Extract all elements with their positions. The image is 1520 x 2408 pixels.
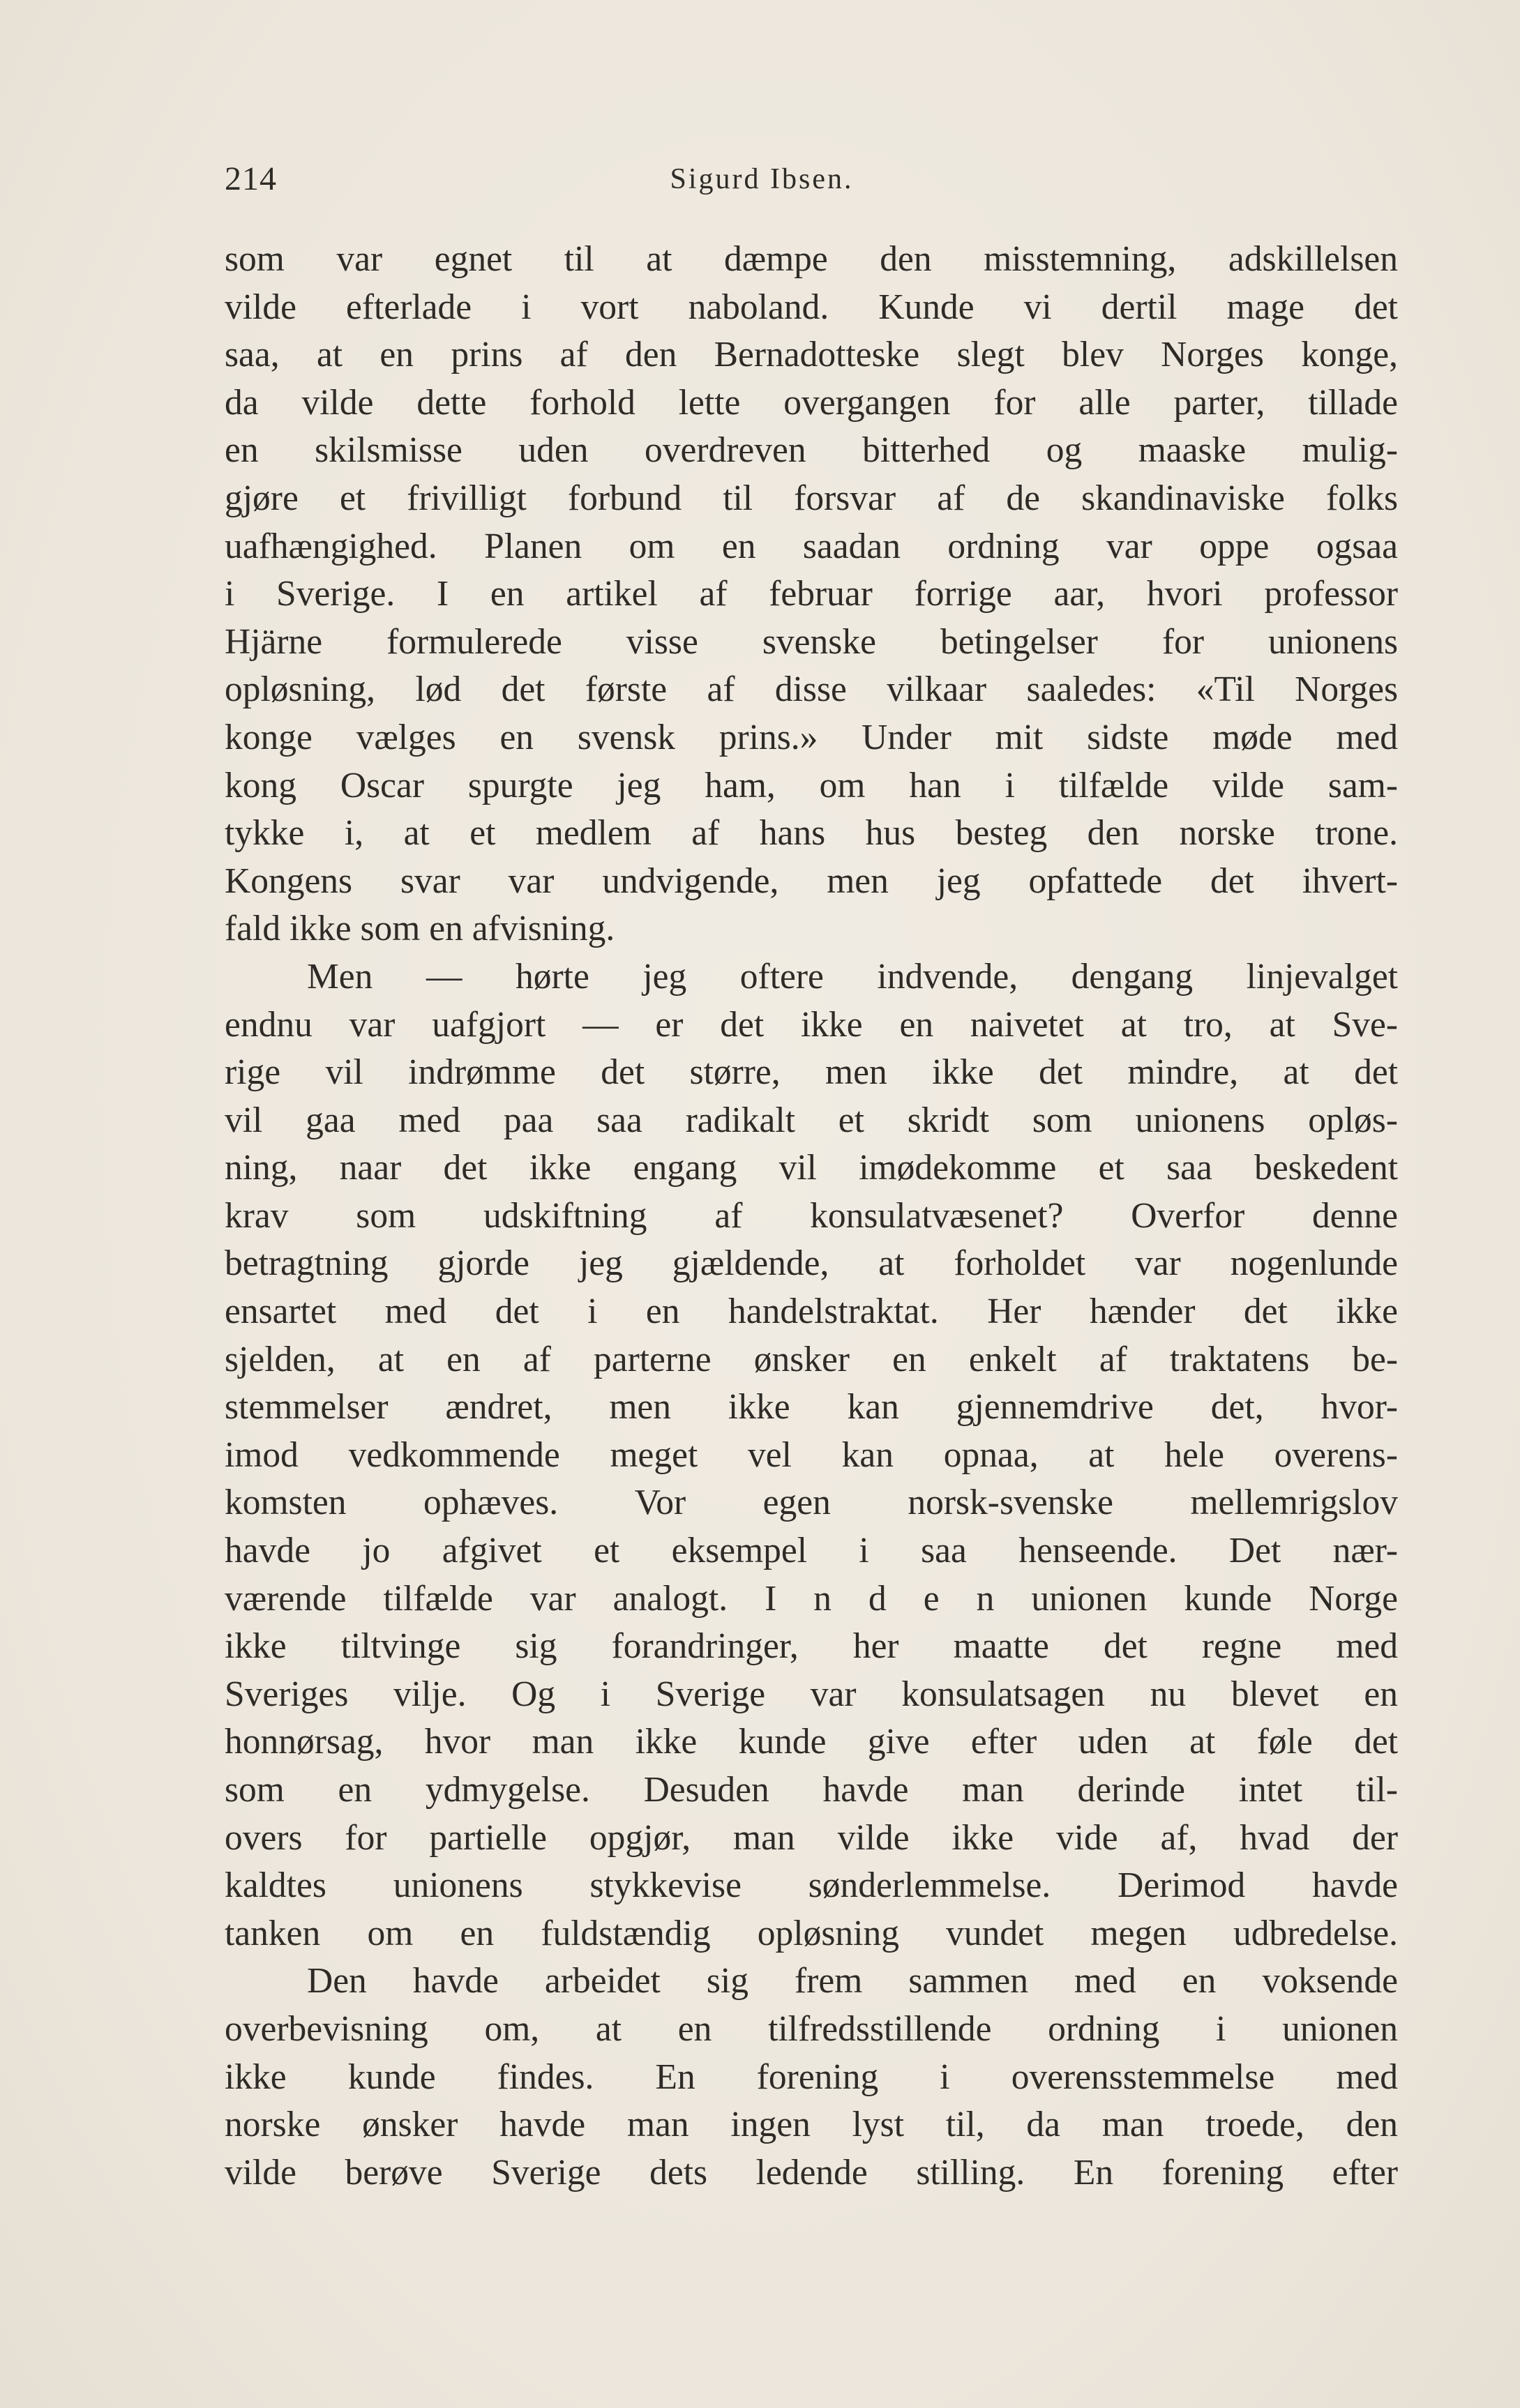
- text-line: ensartet med det i en handelstraktat. Her hænder det ikke: [225, 1292, 1398, 1332]
- text-line: overbevisning om, at en tilfredsstillende ordning i unionen: [225, 2008, 1398, 2049]
- text-line: værende tilfælde var analogt. I n d e n unionen kunde Norge: [225, 1578, 1398, 1619]
- running-title: Sigurd Ibsen.: [670, 163, 854, 195]
- text-line: konge vælges en svensk prins.» Under mit sidste møde med: [225, 717, 1398, 757]
- text-line: stemmelser ændret, men ikke kan gjennemdrive det, hvor-: [225, 1387, 1398, 1428]
- text-line: krav som udskiftning af konsulatvæsenet? Overfor denne: [225, 1195, 1398, 1236]
- text-line: saa, at en prins af den Bernadotteske slegt blev Norges konge,: [225, 335, 1398, 375]
- text-line: vil gaa med paa saa radikalt et skridt som unionens opløs-: [225, 1100, 1398, 1140]
- text-line: fald ikke som en afvisning.: [225, 909, 615, 949]
- text-line: Sveriges vilje. Og i Sverige var konsulatsagen nu blevet en: [225, 1674, 1398, 1714]
- body-text: [225, 236, 1398, 2197]
- text-line: rige vil indrømme det større, men ikke det mindre, at det: [225, 1052, 1398, 1093]
- page-number: 214: [225, 160, 277, 197]
- text-line: tykke i, at et medlem af hans hus besteg den norske trone.: [225, 813, 1398, 854]
- text-line: havde jo afgivet et eksempel i saa henseende. Det nær-: [225, 1531, 1398, 1571]
- text-line: Men — hørte jeg oftere indvende, dengang linjevalget: [307, 956, 1398, 997]
- text-line: som var egnet til at dæmpe den misstemning, adskillelsen: [225, 239, 1398, 279]
- text-line: som en ydmygelse. Desuden havde man derinde intet til-: [225, 1770, 1398, 1810]
- text-line: overs for partielle opgjør, man vilde ikke vide af, hvad der: [225, 1817, 1398, 1858]
- text-line: da vilde dette forhold lette overgangen for alle parter, tillade: [225, 382, 1398, 423]
- text-line: uafhængighed. Planen om en saadan ordning var oppe ogsaa: [225, 526, 1398, 566]
- text-line: Kongens svar var undvigende, men jeg opfattede det ihvert-: [225, 861, 1398, 901]
- text-line: ikke tiltvinge sig forandringer, her maatte det regne med: [225, 1626, 1398, 1667]
- text-line: Den havde arbeidet sig frem sammen med en voksende: [307, 1961, 1398, 2001]
- text-line: betragtning gjorde jeg gjældende, at forholdet var nogenlunde: [225, 1243, 1398, 1284]
- text-line: komsten ophæves. Vor egen norsk-svenske mellemrigslov: [225, 1483, 1398, 1523]
- text-line: Hjärne formulerede visse svenske betingelser for unionens: [225, 621, 1398, 662]
- text-line: sjelden, at en af parterne ønsker en enkelt af traktatens be-: [225, 1339, 1398, 1379]
- text-line: ikke kunde findes. En forening i overensstemmelse med: [225, 2057, 1398, 2097]
- text-line: ning, naar det ikke engang vil imødekomme et saa beskedent: [225, 1148, 1398, 1188]
- text-line: endnu var uafgjort — er det ikke en naivetet at tro, at Sve-: [225, 1004, 1398, 1045]
- text-line: vilde efterlade i vort naboland. Kunde vi dertil mage det: [225, 287, 1398, 327]
- text-line: opløsning, lød det første af disse vilkaar saaledes: «Til Norges: [225, 669, 1398, 710]
- text-line: kaldtes unionens stykkevise sønderlemmelse. Derimod havde: [225, 1865, 1398, 1906]
- page-header: [225, 155, 1299, 204]
- text-line: gjøre et frivilligt forbund til forsvar af de skandinaviske folks: [225, 478, 1398, 518]
- text-line: honnørsag, hvor man ikke kunde give efter uden at føle det: [225, 1722, 1398, 1762]
- text-line: en skilsmisse uden overdreven bitterhed og maaske mulig-: [225, 430, 1398, 471]
- text-line: tanken om en fuldstændig opløsning vundet megen udbredelse.: [225, 1913, 1398, 1953]
- text-line: norske ønsker havde man ingen lyst til, da man troede, den: [225, 2105, 1398, 2145]
- text-line: vilde berøve Sverige dets ledende stilling. En forening efter: [225, 2152, 1398, 2193]
- text-line: i Sverige. I en artikel af februar forrige aar, hvori professor: [225, 574, 1398, 614]
- text-line: kong Oscar spurgte jeg ham, om han i tilfælde vilde sam-: [225, 765, 1398, 805]
- text-line: imod vedkommende meget vel kan opnaa, at hele overens-: [225, 1434, 1398, 1475]
